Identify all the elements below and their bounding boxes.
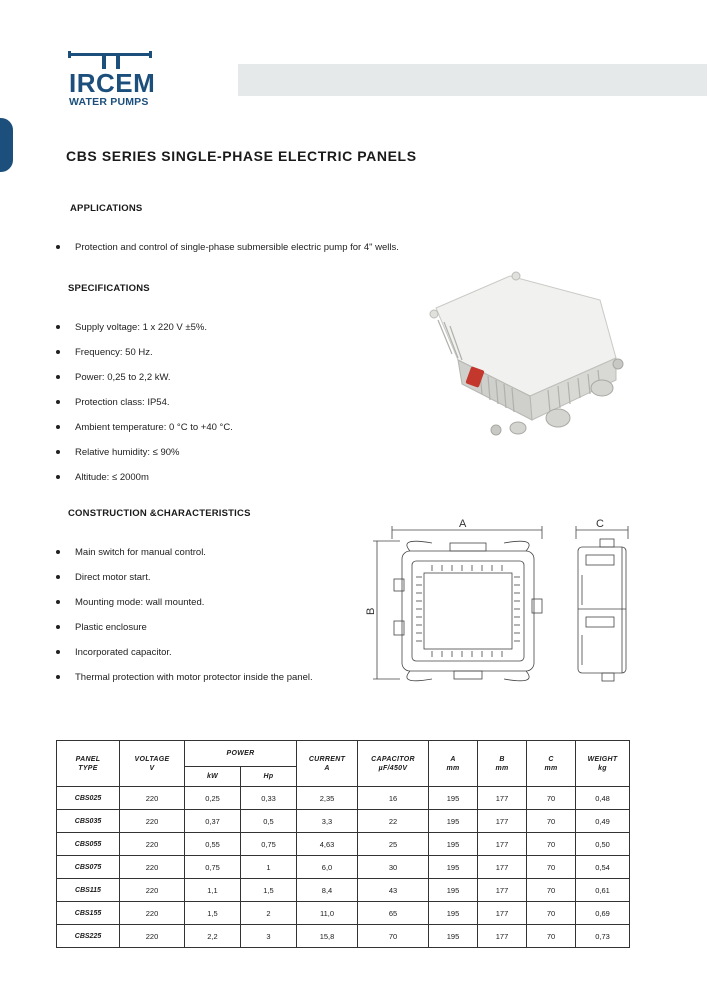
table-cell: 70 [527,856,576,879]
table-cell: 8,4 [297,879,358,902]
dimension-label-c: C [596,518,604,530]
product-photo [418,268,648,448]
logo-pipe-icon [68,50,168,70]
construction-list [56,540,313,690]
table-cell: 1 [241,856,297,879]
dimension-label-b: B [365,607,377,615]
table-cell: 220 [120,787,185,810]
header-panel-type: PANEL TYPE [57,741,120,787]
table-cell: 0,5 [241,810,297,833]
list-item: Thermal protection with motor protector inside the panel. [56,665,313,690]
table-cell: 195 [429,833,478,856]
table-cell: 70 [527,787,576,810]
table-row [57,810,630,833]
header-c: C mm [527,741,576,787]
table-cell: 177 [478,787,527,810]
table-cell: 16 [358,787,429,810]
list-item: Direct motor start. [56,565,313,590]
table-cell: 43 [358,879,429,902]
table-row [57,787,630,810]
table-cell: 220 [120,879,185,902]
table-cell: 0,61 [576,879,630,902]
header-power: POWER [185,741,297,767]
table-cell: 70 [527,810,576,833]
table-cell: 6,0 [297,856,358,879]
table-body [57,787,630,948]
table-cell: 3 [241,925,297,948]
table-cell: 0,25 [185,787,241,810]
logo-brand: IRCEM [69,68,156,98]
list-item: Protection and control of single-phase submersible electric pump for 4" wells. [56,235,399,260]
table-cell: 0,33 [241,787,297,810]
list-item: Frequency: 50 Hz. [56,340,233,365]
applications-heading: APPLICATIONS [70,203,143,214]
table-cell: CBS115 [57,879,120,902]
header-capacitor: CAPACITOR µF/450V [358,741,429,787]
header-bar [238,64,707,96]
table-cell: 15,8 [297,925,358,948]
table-cell: 70 [527,925,576,948]
dimension-label-a: A [459,518,467,530]
table-cell: 177 [478,902,527,925]
table-cell: 195 [429,856,478,879]
header-hp: Hp [241,767,297,787]
header-a: A mm [429,741,478,787]
table-row [57,925,630,948]
table-cell: 1,1 [185,879,241,902]
table-cell: 0,37 [185,810,241,833]
table-row [57,902,630,925]
table-cell: 1,5 [185,902,241,925]
dimension-drawing [360,515,640,690]
logo-tagline: WATER PUMPS [69,96,149,108]
list-item: Incorporated capacitor. [56,640,313,665]
list-item: Plastic enclosure [56,615,313,640]
table-cell: 0,49 [576,810,630,833]
table-cell: 0,69 [576,902,630,925]
construction-heading: CONSTRUCTION &CHARACTERISTICS [68,508,251,519]
header-weight: WEIGHT kg [576,741,630,787]
table-cell: 65 [358,902,429,925]
header-current: CURRENT A [297,741,358,787]
list-item: Relative humidity: ≤ 90% [56,440,233,465]
table-cell: 177 [478,925,527,948]
specifications-table [56,740,630,948]
table-cell: 0,75 [185,856,241,879]
table-cell: 220 [120,925,185,948]
table-cell: 177 [478,833,527,856]
table-cell: CBS225 [57,925,120,948]
list-item: Mounting mode: wall mounted. [56,590,313,615]
side-tab [0,118,13,172]
table-cell: 177 [478,856,527,879]
table-row [57,833,630,856]
table-cell: 195 [429,879,478,902]
table-cell: 11,0 [297,902,358,925]
table-cell: 2 [241,902,297,925]
table-cell: CBS035 [57,810,120,833]
table-cell: CBS155 [57,902,120,925]
list-item: Main switch for manual control. [56,540,313,565]
table-cell: 2,2 [185,925,241,948]
table-cell: 195 [429,787,478,810]
list-item: Supply voltage: 1 x 220 V ±5%. [56,315,233,340]
list-item: Protection class: IP54. [56,390,233,415]
table-cell: 70 [527,879,576,902]
table-cell: 177 [478,879,527,902]
specifications-heading: SPECIFICATIONS [68,283,150,294]
table-cell: 2,35 [297,787,358,810]
table-cell: 220 [120,856,185,879]
table-cell: 195 [429,810,478,833]
list-item: Power: 0,25 to 2,2 kW. [56,365,233,390]
table-cell: 70 [527,902,576,925]
table-cell: 220 [120,810,185,833]
table-cell: 4,63 [297,833,358,856]
table-row [57,856,630,879]
table-cell: 3,3 [297,810,358,833]
table-cell: 220 [120,833,185,856]
table-cell: 220 [120,902,185,925]
table-row [57,879,630,902]
table-cell: CBS055 [57,833,120,856]
table-cell: 22 [358,810,429,833]
header-voltage: VOLTAGE V [120,741,185,787]
header-kw: kW [185,767,241,787]
table-cell: 70 [358,925,429,948]
header-b: B mm [478,741,527,787]
table-cell: 177 [478,810,527,833]
table-cell: 0,55 [185,833,241,856]
table-cell: 0,73 [576,925,630,948]
table-cell: 0,75 [241,833,297,856]
table-cell: 25 [358,833,429,856]
table-cell: 195 [429,902,478,925]
list-item: Ambient temperature: 0 °C to +40 °C. [56,415,233,440]
table-cell: 1,5 [241,879,297,902]
list-item: Altitude: ≤ 2000m [56,465,233,490]
table-cell: 70 [527,833,576,856]
table-cell: 0,54 [576,856,630,879]
specifications-list [56,315,233,490]
table-cell: 0,50 [576,833,630,856]
table-cell: CBS075 [57,856,120,879]
table-cell: CBS025 [57,787,120,810]
table-cell: 0,48 [576,787,630,810]
company-logo [62,50,172,110]
table-cell: 30 [358,856,429,879]
table-cell: 195 [429,925,478,948]
page-title: CBS SERIES SINGLE-PHASE ELECTRIC PANELS [66,148,417,164]
applications-list [56,235,399,260]
